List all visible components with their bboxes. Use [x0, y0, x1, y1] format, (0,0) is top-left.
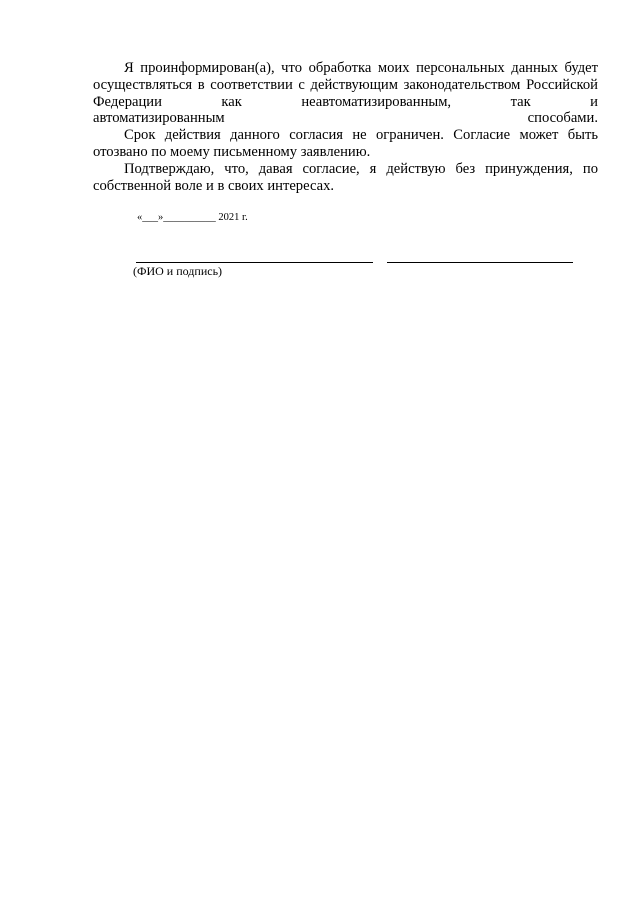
signature-caption: (ФИО и подпись)	[133, 264, 223, 278]
signature-line	[387, 262, 573, 263]
paragraph-voluntary-confirmation: Подтверждаю, что, давая согласие, я действую без принуждения, по собственной воле и в своих интересах.	[93, 160, 598, 194]
consent-text	[93, 60, 598, 194]
date-field: «___»__________ 2021 г.	[137, 212, 248, 223]
paragraph-processing-info	[93, 60, 598, 127]
name-signature-line	[136, 262, 373, 263]
paragraph-processing-info-text: Я проинформирован(а), что обработка моих персональных данных будет осуществляться в соответствии с действующим законодательством Российской Федерации как неавтоматизированным, так и	[93, 60, 598, 110]
paragraph-processing-info-last-line: автоматизированным способами.	[93, 110, 598, 127]
paragraph-validity-term: Срок действия данного согласия не ограничен. Согласие может быть отозвано по моему письменному заявлению.	[93, 127, 598, 160]
